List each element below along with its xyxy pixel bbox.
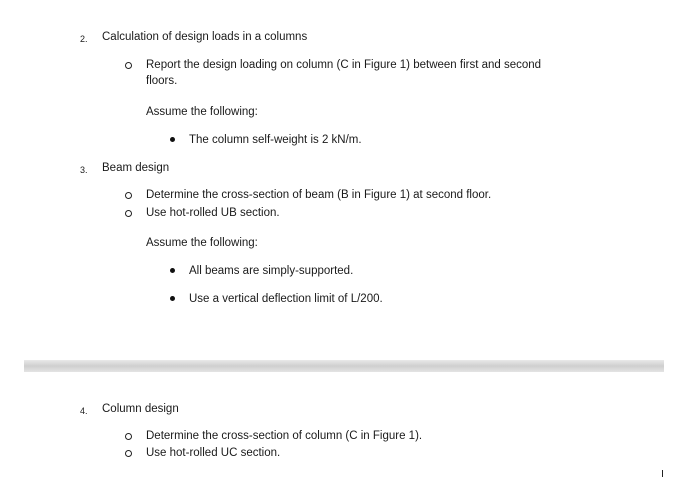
section-2-item-1: Report the design loading on column (C in Figure 1) between first and second bbox=[146, 59, 542, 71]
hollow-bullet-icon bbox=[125, 433, 132, 440]
section-2-item-1-cont: floors. bbox=[146, 75, 178, 87]
section-4-item-1: Determine the cross-section of column (C in Figure 1). bbox=[146, 430, 423, 442]
solid-bullet-icon bbox=[170, 137, 175, 142]
hollow-bullet-icon bbox=[125, 450, 132, 457]
hollow-bullet-icon bbox=[125, 210, 132, 217]
section-2-assumption-1: The column self-weight is 2 kN/m. bbox=[189, 134, 362, 146]
section-4-title: Column design bbox=[102, 403, 179, 415]
section-3-assume-label: Assume the following: bbox=[146, 237, 258, 249]
section-2-number: 2. bbox=[80, 34, 88, 44]
section-4-item-2: Use hot-rolled UC section. bbox=[146, 447, 281, 459]
solid-bullet-icon bbox=[170, 268, 175, 273]
section-3-assumption-2: Use a vertical deflection limit of L/200. bbox=[189, 293, 383, 305]
section-3-title: Beam design bbox=[102, 162, 170, 174]
section-3-assumption-1: All beams are simply-supported. bbox=[189, 265, 354, 277]
section-2-title: Calculation of design loads in a columns bbox=[102, 31, 308, 43]
section-3-number: 3. bbox=[80, 165, 88, 175]
hollow-bullet-icon bbox=[125, 62, 132, 69]
text-cursor bbox=[662, 470, 663, 477]
section-3-item-2: Use hot-rolled UB section. bbox=[146, 207, 280, 219]
page-break-divider bbox=[24, 360, 664, 372]
section-4-number: 4. bbox=[80, 406, 88, 416]
section-3-item-1: Determine the cross-section of beam (B in Figure 1) at second floor. bbox=[146, 189, 492, 201]
solid-bullet-icon bbox=[170, 296, 175, 301]
hollow-bullet-icon bbox=[125, 192, 132, 199]
section-2-assume-label: Assume the following: bbox=[146, 106, 258, 118]
